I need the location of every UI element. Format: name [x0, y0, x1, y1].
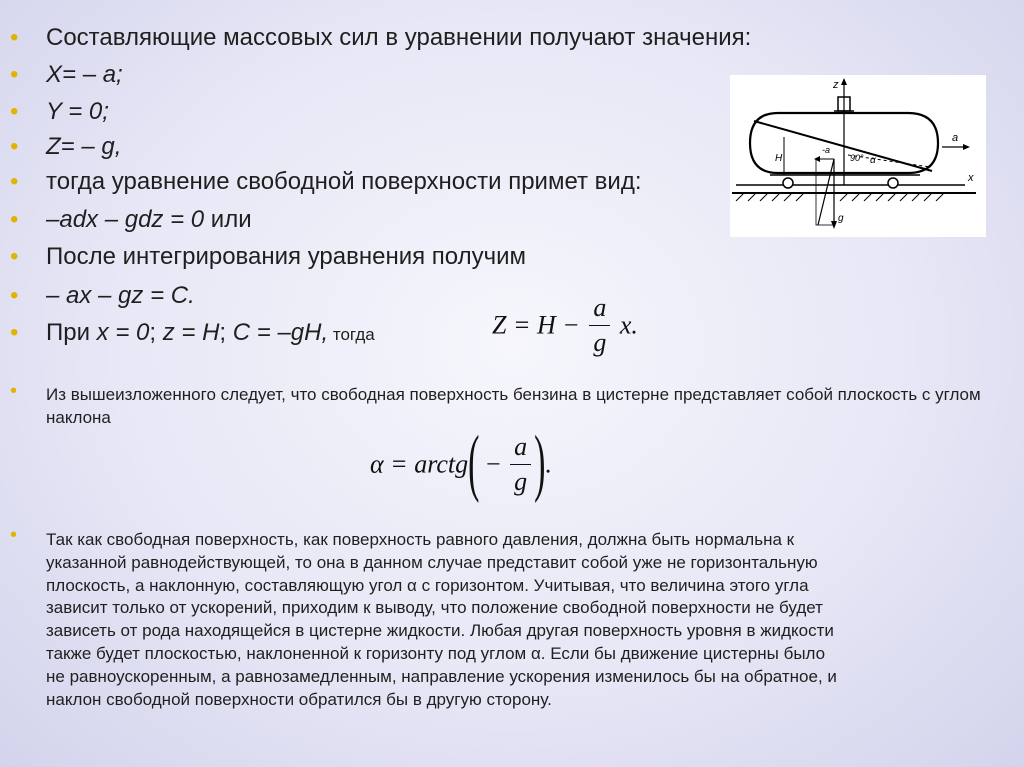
g-label: g [838, 213, 844, 224]
ground-hatching [736, 193, 944, 201]
bullet-line-1: Составляющие массовых сил в уравнении получают значения: [46, 24, 752, 51]
math-segment: x [96, 319, 109, 346]
angle-label: 90° [850, 153, 864, 163]
formula-tail: . [545, 449, 552, 479]
text-segment: При [46, 319, 97, 346]
math-segment: = 0 [108, 319, 150, 346]
formula-lhs: α = arctg [370, 449, 469, 479]
math-segment: H, [304, 319, 329, 346]
bullet-marker: • [10, 319, 19, 346]
bullet-line-5: тогда уравнение свободной поверхности примет вид: [46, 168, 642, 195]
math-segment: z = H [162, 319, 220, 346]
fraction [589, 293, 610, 358]
paragraph-line: плоскость, а наклонную, составляющую угол α с горизонтом. Учитывая, что величина этого угла [46, 575, 809, 595]
formula-tail: x. [619, 310, 638, 340]
formula-lhs: Z = H − [492, 310, 580, 340]
bullet-marker: • [10, 98, 19, 125]
bullet-marker: • [10, 133, 19, 160]
conjunction-text: или [204, 206, 252, 233]
wheel-icon [888, 178, 898, 188]
bullet-marker: • [10, 282, 19, 309]
free-surface-formula [492, 293, 638, 358]
angle-formula [370, 422, 552, 505]
bullet-line-3: Y = 0; [46, 98, 109, 125]
paragraph-explanation [46, 529, 837, 711]
bullet-line-4: Z= – g, [46, 133, 122, 160]
minus-a-label: -a [822, 145, 831, 155]
x-label: x [968, 172, 974, 184]
bullet-marker: • [10, 380, 18, 402]
bullet-marker: • [10, 243, 19, 270]
text-segment: тогда [328, 325, 375, 344]
left-paren: ( [468, 422, 480, 505]
fraction-numerator: a [514, 432, 528, 461]
tank-diagram-svg [730, 75, 986, 237]
text-segment: ; [149, 319, 163, 346]
H-label: H [775, 153, 783, 164]
paragraph-line: указанной равнодействующей, то она в данном случае представит собой уже не горизонтальную [46, 552, 818, 572]
right-paren: ) [534, 422, 546, 505]
paragraph-conclusion: Из вышеизложенного следует, что свободная поверхность бензина в цистерне представляет собой плоскость с углом наклона [46, 385, 981, 427]
paragraph-line: также будет плоскостью, наклоненной к горизонту под углом α. Если бы движение цистерны было [46, 643, 826, 663]
z-label: z [833, 79, 839, 91]
bullet-line-6 [46, 206, 252, 234]
z-arrow [841, 78, 847, 85]
bullet-marker: • [10, 168, 19, 195]
equation-differential: –adx – gdz = 0 [46, 206, 205, 233]
bullet-line-2: X= – a; [46, 61, 123, 88]
fraction-denominator: g [589, 325, 610, 358]
bullet-line-9 [46, 319, 375, 347]
paragraph-line: Так как свободная поверхность, как поверхность равного давления, должна быть нормальна к [46, 530, 795, 549]
tank-diagram [730, 75, 986, 237]
math-segment: = –g [250, 319, 305, 346]
paragraph-line: зависеть от рода находящейся в цистерне жидкости. Любая другая поверхность уровня в жидкости [46, 621, 834, 641]
minus-sign: − [485, 449, 501, 479]
wheel-icon [783, 178, 793, 188]
text-segment: ; [219, 319, 233, 346]
bullet-marker: • [10, 61, 19, 88]
paragraph-line: зависит только от ускорений, приходим к выводу, что положение свободной поверхности не будет [46, 598, 823, 618]
bullet-marker: • [10, 206, 19, 233]
bullet-marker: • [10, 524, 18, 546]
fraction-denominator: g [510, 464, 531, 497]
math-segment: C [232, 319, 251, 346]
fraction-numerator: a [593, 293, 607, 322]
bullet-line-8: – ax – gz = C. [46, 282, 195, 309]
a-label: a [952, 132, 959, 144]
paragraph-line: не равноускоренным, а равнозамедленным, направление ускорения изменилось бы на обратное, и [46, 666, 837, 686]
alpha-label: α [870, 155, 876, 166]
fraction [510, 432, 531, 497]
bullet-marker: • [10, 24, 19, 51]
acceleration-arrowhead [963, 144, 970, 150]
bullet-line-7: После интегрирования уравнения получим [46, 243, 527, 270]
paragraph-line: наклон свободной поверхности обратился бы в другую сторону. [46, 689, 552, 709]
